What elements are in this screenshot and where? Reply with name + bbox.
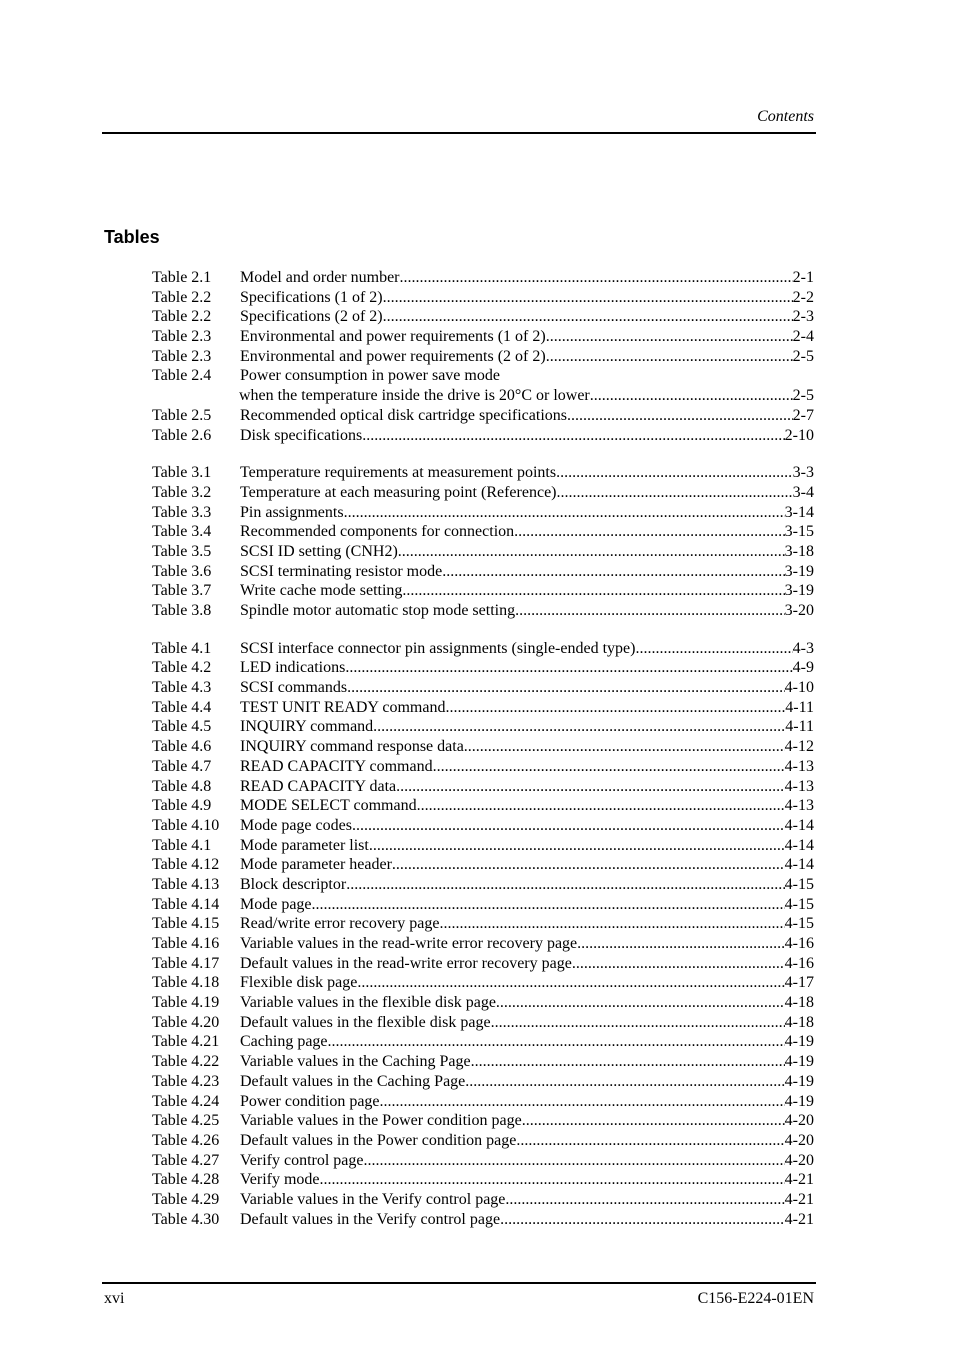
entry-page: 4-21 — [784, 1210, 814, 1228]
toc-entry[interactable] — [152, 777, 814, 797]
entry-title: Pin assignments — [240, 503, 344, 521]
entry-title: Recommended components for connection — [240, 523, 515, 541]
dot-leader — [392, 855, 785, 875]
entry-title: SCSI interface connector pin assignments (single-ended type) — [240, 639, 636, 657]
entry-label: Table 4.10 — [152, 816, 220, 834]
toc-entry[interactable] — [152, 366, 814, 386]
entry-page: 4-18 — [784, 994, 814, 1012]
dot-leader — [572, 954, 785, 974]
entry-title: SCSI commands — [240, 679, 348, 697]
dot-leader — [496, 993, 785, 1013]
dot-leader — [500, 1210, 785, 1230]
dot-leader — [373, 717, 785, 737]
entry-title: Verify control page — [240, 1151, 364, 1169]
entry-page: 4-19 — [784, 1092, 814, 1110]
entry-page: 3-19 — [784, 582, 814, 600]
toc-entry[interactable] — [152, 1072, 814, 1092]
dot-leader — [556, 463, 793, 483]
entry-title: MODE SELECT command — [240, 797, 417, 815]
entry-label: Table 4.13 — [152, 875, 220, 893]
entry-label: Table 4.24 — [152, 1092, 220, 1110]
dot-leader — [464, 737, 785, 757]
toc-entry[interactable] — [152, 757, 814, 777]
entry-title: Default values in the read-write error recovery page — [240, 954, 572, 972]
dot-leader — [380, 1092, 785, 1112]
dot-leader — [344, 503, 785, 523]
entry-page: 4-14 — [784, 836, 814, 854]
entry-page: 2-10 — [784, 426, 814, 444]
toc-entry[interactable] — [152, 463, 814, 483]
entry-title-continuation: when the temperature inside the drive is 20°C or lower — [239, 387, 590, 405]
dot-leader — [546, 327, 793, 347]
dot-leader — [442, 562, 784, 582]
entry-label: Table 2.6 — [152, 426, 212, 444]
entry-page: 4-11 — [785, 718, 814, 736]
dot-leader — [445, 698, 785, 718]
dot-leader — [433, 757, 785, 777]
entry-page: 4-14 — [784, 816, 814, 834]
entry-page: 4-11 — [785, 698, 814, 716]
toc-entry[interactable] — [152, 1131, 814, 1151]
entry-label: Table 3.7 — [152, 582, 212, 600]
entry-title: Verify mode — [240, 1171, 320, 1189]
entry-page: 3-4 — [792, 483, 814, 501]
entry-title: Spindle motor automatic stop mode setting — [240, 602, 516, 619]
entry-title: Block descriptor — [240, 875, 347, 893]
entry-title: Variable values in the flexible disk page — [240, 994, 496, 1012]
entry-title: SCSI terminating resistor mode — [240, 562, 443, 580]
entry-label: Table 4.28 — [152, 1171, 220, 1189]
entry-page: 4-18 — [784, 1013, 814, 1031]
entry-page: 4-10 — [784, 679, 814, 697]
entry-label: Table 2.3 — [152, 328, 212, 346]
entry-title: Specifications (2 of 2) — [240, 308, 383, 326]
toc-entry[interactable] — [152, 1170, 814, 1190]
entry-title: Mode page codes — [240, 816, 352, 834]
entry-label: Table 3.6 — [152, 562, 212, 580]
entry-page: 3-20 — [784, 602, 814, 619]
entry-page: 4-3 — [792, 639, 814, 657]
entry-label: Table 4.23 — [152, 1072, 220, 1090]
toc-entry[interactable] — [152, 522, 814, 542]
entry-page: 4-17 — [784, 974, 814, 992]
entry-title: Default values in the Verify control page — [240, 1210, 501, 1228]
toc-entry[interactable] — [152, 1151, 814, 1171]
entry-page: 2-4 — [792, 328, 814, 346]
toc-entry[interactable] — [152, 1190, 814, 1210]
dot-leader — [546, 347, 793, 367]
entry-page: 2-2 — [792, 288, 814, 306]
dot-leader — [590, 386, 793, 406]
entry-label: Table 4.15 — [152, 915, 220, 933]
toc-entry[interactable] — [152, 875, 814, 895]
header-rule — [102, 132, 816, 134]
entry-title: Mode page — [240, 895, 312, 913]
dot-leader — [514, 522, 785, 542]
toc-entry[interactable] — [152, 268, 814, 288]
entry-page: 3-3 — [792, 464, 814, 482]
toc-entry[interactable] — [152, 973, 814, 993]
dot-leader — [471, 1052, 785, 1072]
toc-entry[interactable] — [152, 855, 814, 875]
dot-leader — [347, 678, 785, 698]
entry-title: Read/write error recovery page — [240, 915, 440, 933]
entry-page: 4-16 — [784, 954, 814, 972]
dot-leader — [577, 934, 785, 954]
dot-leader — [505, 1190, 784, 1210]
entry-label: Table 4.14 — [152, 895, 220, 913]
entry-title: READ CAPACITY command — [240, 757, 433, 775]
toc-entry[interactable] — [152, 503, 814, 523]
dot-leader — [345, 658, 792, 678]
toc-entry[interactable] — [152, 658, 814, 678]
entry-title: Mode parameter list — [240, 836, 369, 854]
entry-label: Table 4.25 — [152, 1112, 220, 1130]
entry-label: Table 3.1 — [152, 464, 212, 482]
dot-leader — [362, 426, 784, 446]
section-title: Tables — [104, 227, 160, 247]
entry-page: 4-15 — [784, 915, 814, 933]
entry-page: 2-5 — [792, 387, 814, 405]
entry-page: 4-13 — [784, 797, 814, 815]
entry-page: 3-18 — [784, 542, 814, 560]
entry-title: SCSI ID setting (CNH2) — [240, 542, 398, 560]
entry-page: 2-7 — [792, 406, 814, 424]
toc-entry[interactable] — [152, 327, 814, 347]
entry-page: 4-13 — [784, 757, 814, 775]
toc-group — [152, 268, 814, 445]
dot-leader — [439, 914, 784, 934]
entry-title: Temperature requirements at measurement points — [240, 464, 557, 482]
entry-title: Default values in the Power condition page — [240, 1131, 517, 1149]
toc-entry[interactable] — [152, 601, 814, 621]
entry-title: Environmental and power requirements (2 of 2) — [240, 347, 546, 365]
toc-entry[interactable] — [152, 1052, 814, 1072]
toc-entry-continuation[interactable] — [152, 386, 814, 406]
toc-entry[interactable] — [152, 895, 814, 915]
toc-entry[interactable] — [152, 562, 814, 582]
entry-label: Table 2.3 — [152, 347, 212, 365]
entry-title: Variable values in the Verify control page — [240, 1190, 506, 1208]
entry-label: Table 4.30 — [152, 1210, 220, 1228]
running-header: Contents — [757, 108, 814, 125]
toc-entry[interactable] — [152, 796, 814, 816]
toc-entry[interactable] — [152, 678, 814, 698]
entry-label: Table 4.6 — [152, 738, 212, 756]
entry-title: TEST UNIT READY command — [240, 698, 446, 716]
toc-entry[interactable] — [152, 954, 814, 974]
entry-label: Table 3.3 — [152, 503, 212, 521]
entry-label: Table 4.18 — [152, 974, 220, 992]
toc-entry[interactable] — [152, 993, 814, 1013]
dot-leader — [357, 973, 784, 993]
entry-label: Table 4.17 — [152, 954, 220, 972]
entry-title: Write cache mode setting — [240, 582, 403, 600]
entry-label: Table 3.4 — [152, 523, 212, 541]
toc-entry[interactable] — [152, 1013, 814, 1033]
toc-entry[interactable] — [152, 836, 814, 856]
dot-leader — [417, 796, 785, 816]
entry-page: 2-1 — [792, 269, 814, 286]
entry-page: 4-15 — [784, 895, 814, 913]
entry-title: Power condition page — [240, 1092, 380, 1110]
toc-entry[interactable] — [152, 717, 814, 737]
entry-page: 3-14 — [784, 503, 814, 521]
dot-leader — [516, 1131, 784, 1151]
entry-title: Specifications (1 of 2) — [240, 288, 383, 306]
toc-entry[interactable] — [152, 737, 814, 757]
toc-entry[interactable] — [152, 816, 814, 836]
entry-label: Table 4.1 — [152, 639, 212, 657]
toc-entry[interactable] — [152, 542, 814, 562]
entry-label: Table 4.9 — [152, 797, 212, 815]
entry-label: Table 4.21 — [152, 1033, 220, 1051]
entry-label: Table 4.27 — [152, 1151, 220, 1169]
entry-title: INQUIRY command response data — [240, 738, 464, 756]
entry-page: 4-19 — [784, 1053, 814, 1071]
entry-title: Model and order number — [240, 269, 400, 286]
dot-leader — [402, 581, 784, 601]
entry-label: Table 4.12 — [152, 856, 220, 874]
entry-page: 4-12 — [784, 738, 814, 756]
toc-entry[interactable] — [152, 639, 814, 659]
toc-entry[interactable] — [152, 934, 814, 954]
entry-title: Mode parameter header — [240, 856, 392, 874]
toc-entry[interactable] — [152, 1210, 814, 1230]
entry-title: Recommended optical disk cartridge specifications — [240, 406, 567, 424]
entry-label: Table 2.1 — [152, 269, 212, 286]
entry-title: Environmental and power requirements (1 of 2) — [240, 328, 546, 346]
dot-leader — [398, 542, 785, 562]
entry-label: Table 4.3 — [152, 679, 212, 697]
entry-label: Table 3.2 — [152, 483, 212, 501]
entry-label: Table 4.20 — [152, 1013, 220, 1031]
dot-leader — [364, 1151, 785, 1171]
toc-entry[interactable] — [152, 288, 814, 308]
dot-leader — [396, 777, 785, 797]
footer-rule — [102, 1282, 816, 1284]
entry-page: 4-20 — [784, 1112, 814, 1130]
toc-entry[interactable] — [152, 426, 814, 446]
dot-leader — [312, 895, 785, 915]
toc-group — [152, 639, 814, 1230]
dot-leader — [465, 1072, 784, 1092]
dot-leader — [320, 1170, 785, 1190]
entry-label: Table 2.2 — [152, 288, 212, 306]
entry-label: Table 4.29 — [152, 1190, 220, 1208]
dot-leader — [369, 836, 785, 856]
toc-entry[interactable] — [152, 1111, 814, 1131]
dot-leader — [515, 601, 785, 621]
entry-title: Variable values in the Power condition page — [240, 1112, 522, 1130]
entry-label: Table 3.8 — [152, 602, 212, 619]
entry-title: Default values in the flexible disk page — [240, 1013, 491, 1031]
entry-page: 3-15 — [784, 523, 814, 541]
entry-page: 4-13 — [784, 777, 814, 795]
toc-entry[interactable] — [152, 307, 814, 327]
entry-title: Flexible disk page — [240, 974, 358, 992]
entry-page: 4-19 — [784, 1033, 814, 1051]
footer-page-number: xvi — [104, 1290, 125, 1307]
entry-label: Table 4.7 — [152, 757, 212, 775]
entry-title: Default values in the Caching Page — [240, 1072, 466, 1090]
entry-label: Table 4.5 — [152, 718, 212, 736]
entry-title: INQUIRY command — [240, 718, 374, 736]
entry-label: Table 2.5 — [152, 406, 212, 424]
toc-entry[interactable] — [152, 406, 814, 426]
entry-page: 4-21 — [784, 1171, 814, 1189]
entry-label: Table 2.4 — [152, 367, 212, 385]
footer-doc-id: C156-E224-01EN — [697, 1290, 814, 1307]
toc-entry[interactable] — [152, 698, 814, 718]
toc-entry[interactable] — [152, 1092, 814, 1112]
entry-page: 2-3 — [792, 308, 814, 326]
entry-title: Power consumption in power save mode — [240, 367, 500, 385]
toc-entry[interactable] — [152, 914, 814, 934]
entry-page: 4-19 — [784, 1072, 814, 1090]
entry-title: Disk specifications — [240, 426, 363, 444]
entry-label: Table 4.1 — [152, 836, 212, 854]
entry-title: Variable values in the Caching Page — [240, 1053, 471, 1071]
dot-leader — [635, 639, 792, 659]
entry-label: Table 2.2 — [152, 308, 212, 326]
entry-page: 4-9 — [792, 659, 814, 677]
entry-label: Table 4.4 — [152, 698, 212, 716]
toc-group — [152, 463, 814, 621]
entry-title: Variable values in the read-write error recovery page — [240, 935, 578, 952]
entry-label: Table 4.16 — [152, 935, 220, 952]
entry-page: 4-16 — [784, 935, 814, 952]
dot-leader — [557, 483, 793, 503]
dot-leader — [491, 1013, 785, 1033]
entry-page: 4-20 — [784, 1131, 814, 1149]
toc-entry[interactable] — [152, 483, 814, 503]
entry-title: LED indications — [240, 659, 346, 677]
entry-label: Table 4.2 — [152, 659, 212, 677]
table-of-tables — [152, 268, 814, 1247]
entry-label: Table 4.22 — [152, 1053, 220, 1071]
entry-page: 4-20 — [784, 1151, 814, 1169]
entry-page: 2-5 — [792, 347, 814, 365]
dot-leader — [383, 307, 793, 327]
entry-title: Caching page — [240, 1033, 328, 1051]
entry-title: READ CAPACITY data — [240, 777, 397, 795]
toc-entry[interactable] — [152, 347, 814, 367]
dot-leader — [346, 875, 784, 895]
entry-page: 4-14 — [784, 856, 814, 874]
dot-leader — [352, 816, 785, 836]
dot-leader — [522, 1111, 785, 1131]
entry-page: 4-21 — [784, 1190, 814, 1208]
entry-page: 3-19 — [784, 562, 814, 580]
entry-label: Table 3.5 — [152, 542, 212, 560]
toc-entry[interactable] — [152, 581, 814, 601]
entry-label: Table 4.26 — [152, 1131, 220, 1149]
dot-leader — [400, 268, 793, 288]
dot-leader — [567, 406, 793, 426]
dot-leader — [383, 288, 793, 308]
entry-label: Table 4.8 — [152, 777, 212, 795]
dot-leader — [328, 1032, 785, 1052]
toc-entry[interactable] — [152, 1032, 814, 1052]
entry-page: 4-15 — [784, 875, 814, 893]
entry-label: Table 4.19 — [152, 994, 220, 1012]
entry-title: Temperature at each measuring point (Reference) — [240, 483, 557, 501]
